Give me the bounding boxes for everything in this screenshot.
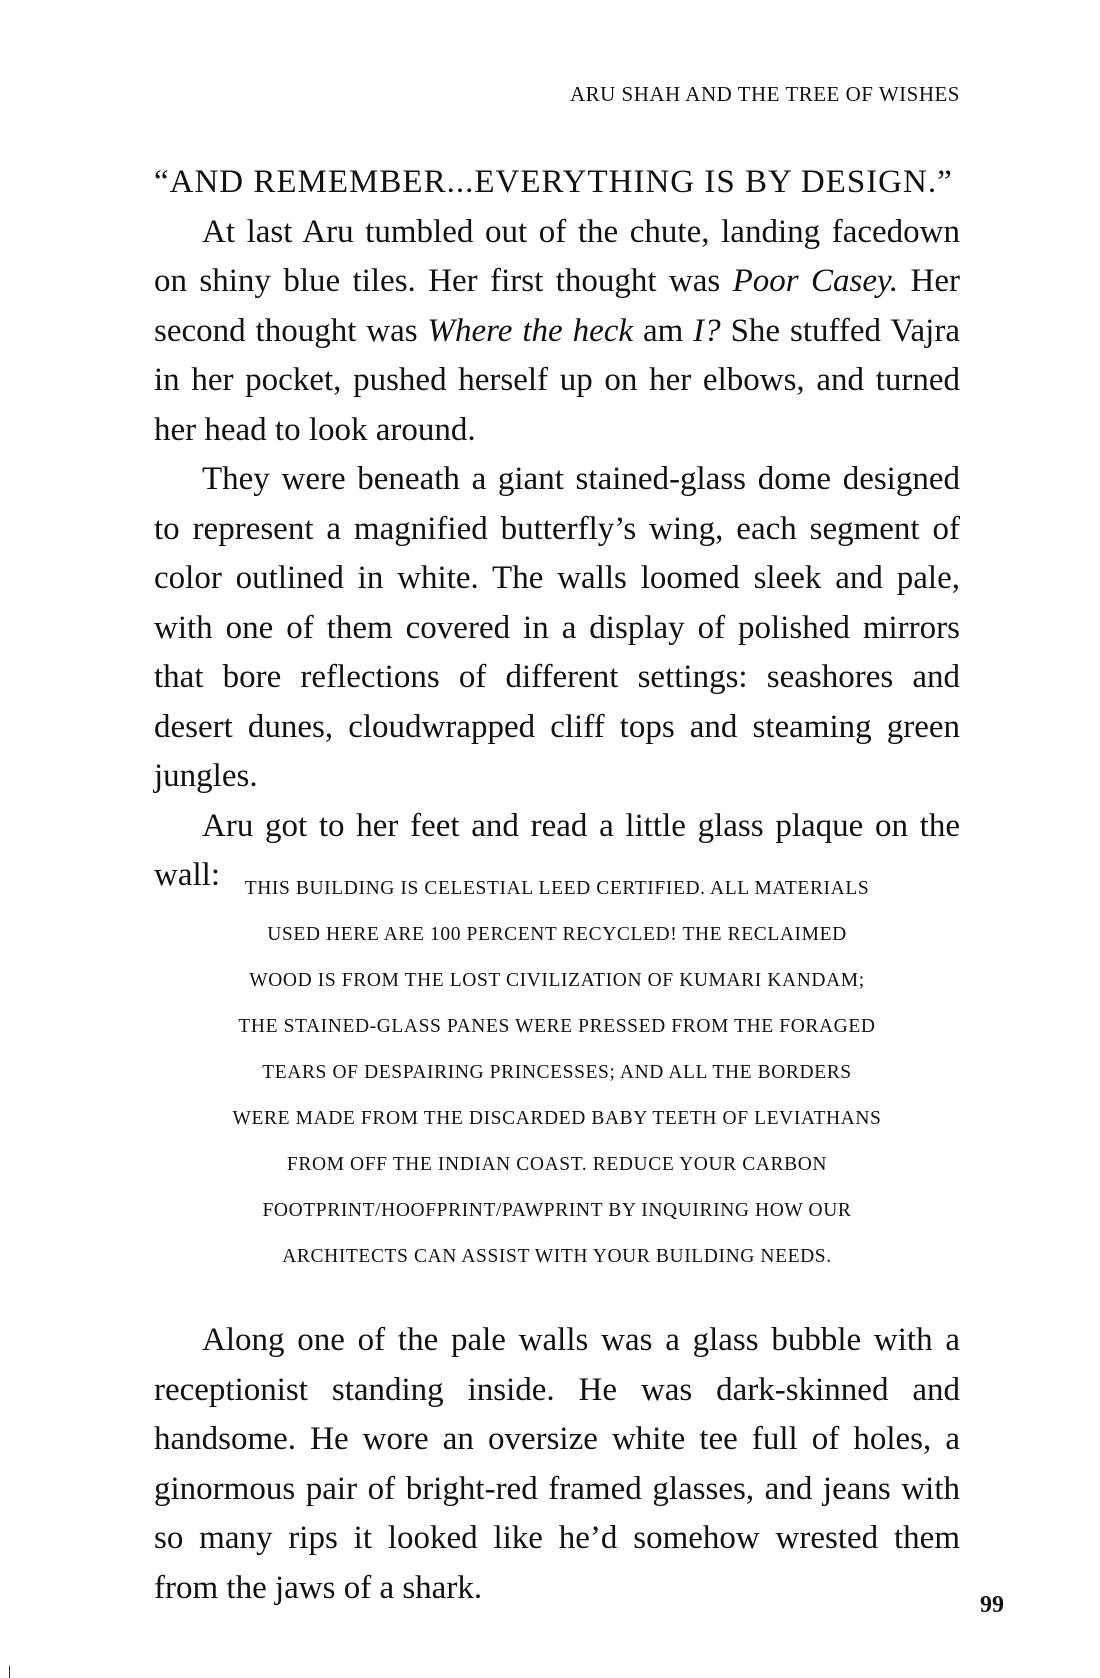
plaque-text xyxy=(160,866,954,1280)
plaque-line: ARCHITECTS CAN ASSIST WITH YOUR BUILDING NEEDS. xyxy=(282,1246,832,1267)
running-head: ARU SHAH AND THE TREE OF WISHES xyxy=(569,82,960,106)
paragraph-plaque-intro: Aru got to her feet and read a little glass plaque on the wall: xyxy=(154,807,960,893)
plaque-line: WOOD IS FROM THE LOST CIVILIZATION OF KUMARI KANDAM; xyxy=(249,970,865,991)
page-number: 99 xyxy=(980,1592,1004,1618)
italic-span: Poor Casey. xyxy=(732,263,899,299)
text-span: Her second thought was xyxy=(154,263,961,349)
plaque-line: USED HERE ARE 100 PERCENT RECYCLED! THE RECLAIMED xyxy=(267,924,847,945)
plaque-line: WERE MADE FROM THE DISCARDED BABY TEETH OF LEVIATHANS xyxy=(232,1108,882,1129)
opening-line: “AND REMEMBER...EVERYTHING IS BY DESIGN.” xyxy=(154,164,953,200)
paragraph-landing xyxy=(154,208,960,456)
italic-span: Where the heck xyxy=(427,312,634,349)
italic-span: I? xyxy=(693,312,721,349)
text-span: At last Aru tumbled out of the chute, landing facedown on shiny blue tiles. Her first thought was xyxy=(154,213,960,299)
crop-mark xyxy=(9,1666,10,1678)
main-text-upper xyxy=(154,158,960,901)
paragraph-receptionist: Along one of the pale walls was a glass bubble with a receptionist standing inside. He was dark-skinned and handsome. He wore an oversize white tee full of holes, a ginormous pair of bright-red framed glasses, and jeans with so many rips it looked like he’d somehow wrested them from the jaws of a shark. xyxy=(154,1322,960,1606)
plaque-line: FROM OFF THE INDIAN COAST. REDUCE YOUR CARBON xyxy=(286,1154,828,1175)
paragraph-dome: They were beneath a giant stained-glass dome designed to represent a magnified butterfly’s wing, each segment of color outlined in white. The walls loomed sleek and pale, with one of them covered in a display of polished mirrors that bore reflections of different settings: seashores and desert dunes, cloudwrapped cliff tops and steaming green jungles. xyxy=(154,461,960,794)
text-span: am xyxy=(633,312,694,349)
plaque-line: TEARS OF DESPAIRING PRINCESSES; AND ALL THE BORDERS xyxy=(262,1062,852,1083)
text-span: She stuffed Vajra in her pocket, pushed herself up on her elbows, and turned her head to look around. xyxy=(154,312,960,448)
plaque-line: THE STAINED-GLASS PANES WERE PRESSED FROM THE FORAGED xyxy=(238,1016,876,1037)
main-text-lower xyxy=(154,1316,960,1613)
plaque-line: THIS BUILDING IS CELESTIAL LEED CERTIFIED. ALL MATERIALS xyxy=(244,878,870,899)
plaque-line: FOOTPRINT/HOOFPRINT/PAWPRINT BY INQUIRING HOW OUR xyxy=(262,1200,852,1221)
